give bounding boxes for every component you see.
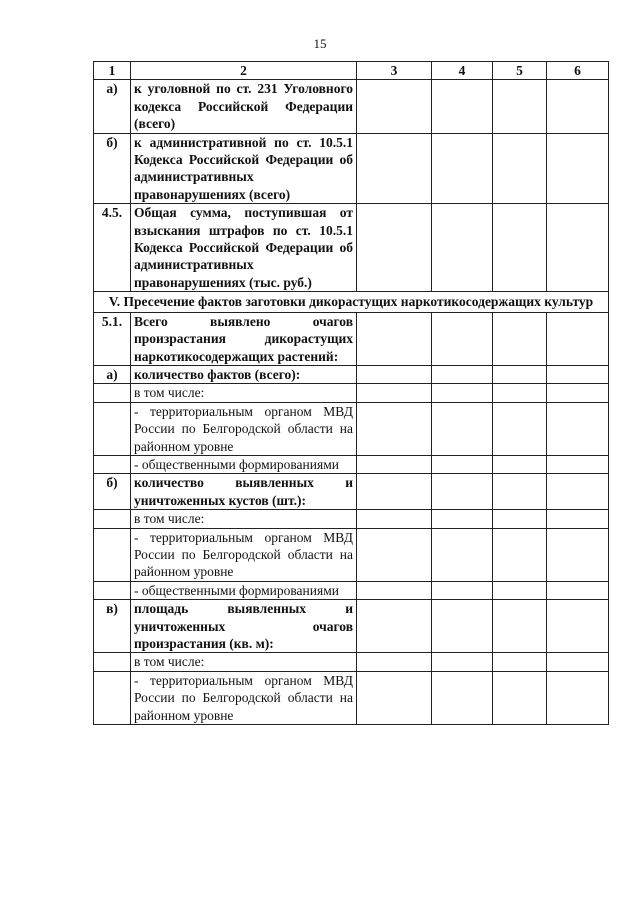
row-description: Общая сумма, поступившая от взыскания штрафов по ст. 10.5.1 Кодекса Российской Федерации об административных правонарушениях (тыс. руб.) [131, 204, 357, 292]
value-cell-col-6[interactable] [547, 384, 609, 402]
value-cell-col-4[interactable] [432, 312, 493, 365]
value-cell-col-4[interactable] [432, 600, 493, 653]
value-cell-col-5[interactable] [493, 455, 547, 473]
value-cell-col-4[interactable] [432, 455, 493, 473]
table-row [94, 455, 609, 473]
value-cell-col-6[interactable] [547, 474, 609, 510]
value-cell-col-4[interactable] [432, 80, 493, 133]
row-description: - территориальным органом МВД России по Белгородской области на районном уровне [131, 671, 357, 724]
header-col-1: 1 [94, 62, 131, 80]
row-number: б) [94, 133, 131, 204]
row-number: в) [94, 600, 131, 653]
value-cell-col-6[interactable] [547, 581, 609, 599]
value-cell-col-3[interactable] [357, 581, 432, 599]
value-cell-col-6[interactable] [547, 528, 609, 581]
table-row [94, 204, 609, 292]
value-cell-col-3[interactable] [357, 474, 432, 510]
table-row [94, 671, 609, 724]
value-cell-col-3[interactable] [357, 80, 432, 133]
page-number: 15 [313, 36, 327, 51]
value-cell-col-5[interactable] [493, 653, 547, 671]
row-number [94, 402, 131, 455]
value-cell-col-5[interactable] [493, 80, 547, 133]
header-col-3: 3 [357, 62, 432, 80]
value-cell-col-4[interactable] [432, 384, 493, 402]
table-row [94, 600, 609, 653]
value-cell-col-5[interactable] [493, 384, 547, 402]
row-number [94, 384, 131, 402]
row-description: количество фактов (всего): [131, 365, 357, 383]
value-cell-col-6[interactable] [547, 133, 609, 204]
value-cell-col-3[interactable] [357, 455, 432, 473]
value-cell-col-5[interactable] [493, 402, 547, 455]
value-cell-col-3[interactable] [357, 671, 432, 724]
value-cell-col-6[interactable] [547, 455, 609, 473]
row-description: - общественными формированиями [131, 581, 357, 599]
table-row [94, 312, 609, 365]
header-col-2: 2 [131, 62, 357, 80]
value-cell-col-4[interactable] [432, 133, 493, 204]
value-cell-col-5[interactable] [493, 312, 547, 365]
value-cell-col-6[interactable] [547, 402, 609, 455]
value-cell-col-4[interactable] [432, 474, 493, 510]
value-cell-col-5[interactable] [493, 600, 547, 653]
row-description: к административной по ст. 10.5.1 Кодекса Российской Федерации об административных правонарушениях (всего) [131, 133, 357, 204]
value-cell-col-4[interactable] [432, 402, 493, 455]
value-cell-col-4[interactable] [432, 653, 493, 671]
table-row [94, 133, 609, 204]
row-number: б) [94, 474, 131, 510]
row-description: к уголовной по ст. 231 Уголовного кодекса Российской Федерации (всего) [131, 80, 357, 133]
row-number: 4.5. [94, 204, 131, 292]
table-row [94, 365, 609, 383]
row-description: в том числе: [131, 510, 357, 528]
row-number: а) [94, 80, 131, 133]
value-cell-col-4[interactable] [432, 204, 493, 292]
section-heading: V. Пресечение фактов заготовки дикорастущих наркотикосодержащих культур [94, 292, 609, 312]
value-cell-col-5[interactable] [493, 581, 547, 599]
value-cell-col-6[interactable] [547, 365, 609, 383]
value-cell-col-6[interactable] [547, 510, 609, 528]
row-description: в том числе: [131, 653, 357, 671]
value-cell-col-4[interactable] [432, 510, 493, 528]
value-cell-col-3[interactable] [357, 653, 432, 671]
header-col-6: 6 [547, 62, 609, 80]
value-cell-col-3[interactable] [357, 510, 432, 528]
value-cell-col-6[interactable] [547, 653, 609, 671]
row-number [94, 581, 131, 599]
table-row [94, 528, 609, 581]
row-description: количество выявленных и уничтоженных кустов (шт.): [131, 474, 357, 510]
row-description: - общественными формированиями [131, 455, 357, 473]
table-row [94, 474, 609, 510]
value-cell-col-6[interactable] [547, 600, 609, 653]
value-cell-col-3[interactable] [357, 384, 432, 402]
value-cell-col-5[interactable] [493, 204, 547, 292]
header-col-5: 5 [493, 62, 547, 80]
table-header-row [94, 62, 609, 80]
value-cell-col-4[interactable] [432, 581, 493, 599]
value-cell-col-3[interactable] [357, 402, 432, 455]
value-cell-col-3[interactable] [357, 600, 432, 653]
table-row [94, 402, 609, 455]
row-number [94, 653, 131, 671]
value-cell-col-3[interactable] [357, 528, 432, 581]
value-cell-col-6[interactable] [547, 312, 609, 365]
value-cell-col-6[interactable] [547, 80, 609, 133]
value-cell-col-4[interactable] [432, 528, 493, 581]
value-cell-col-5[interactable] [493, 474, 547, 510]
section-heading-row [94, 292, 609, 312]
report-table [93, 61, 609, 725]
table-row [94, 384, 609, 402]
row-number [94, 455, 131, 473]
value-cell-col-5[interactable] [493, 528, 547, 581]
row-number: а) [94, 365, 131, 383]
row-description: площадь выявленных и уничтоженных очагов произрастания (кв. м): [131, 600, 357, 653]
row-number [94, 510, 131, 528]
value-cell-col-5[interactable] [493, 133, 547, 204]
value-cell-col-3[interactable] [357, 133, 432, 204]
value-cell-col-3[interactable] [357, 312, 432, 365]
value-cell-col-5[interactable] [493, 671, 547, 724]
value-cell-col-5[interactable] [493, 365, 547, 383]
value-cell-col-3[interactable] [357, 365, 432, 383]
value-cell-col-6[interactable] [547, 671, 609, 724]
row-number [94, 528, 131, 581]
table-row [94, 581, 609, 599]
value-cell-col-6[interactable] [547, 204, 609, 292]
row-number: 5.1. [94, 312, 131, 365]
table-row [94, 80, 609, 133]
value-cell-col-5[interactable] [493, 510, 547, 528]
row-description: - территориальным органом МВД России по Белгородской области на районном уровне [131, 402, 357, 455]
row-description: в том числе: [131, 384, 357, 402]
table-row [94, 653, 609, 671]
table-row [94, 510, 609, 528]
header-col-4: 4 [432, 62, 493, 80]
value-cell-col-3[interactable] [357, 204, 432, 292]
row-description: - территориальным органом МВД России по Белгородской области на районном уровне [131, 528, 357, 581]
row-description: Всего выявлено очагов произрастания дикорастущих наркотикосодержащих растений: [131, 312, 357, 365]
row-number [94, 671, 131, 724]
value-cell-col-4[interactable] [432, 671, 493, 724]
value-cell-col-4[interactable] [432, 365, 493, 383]
